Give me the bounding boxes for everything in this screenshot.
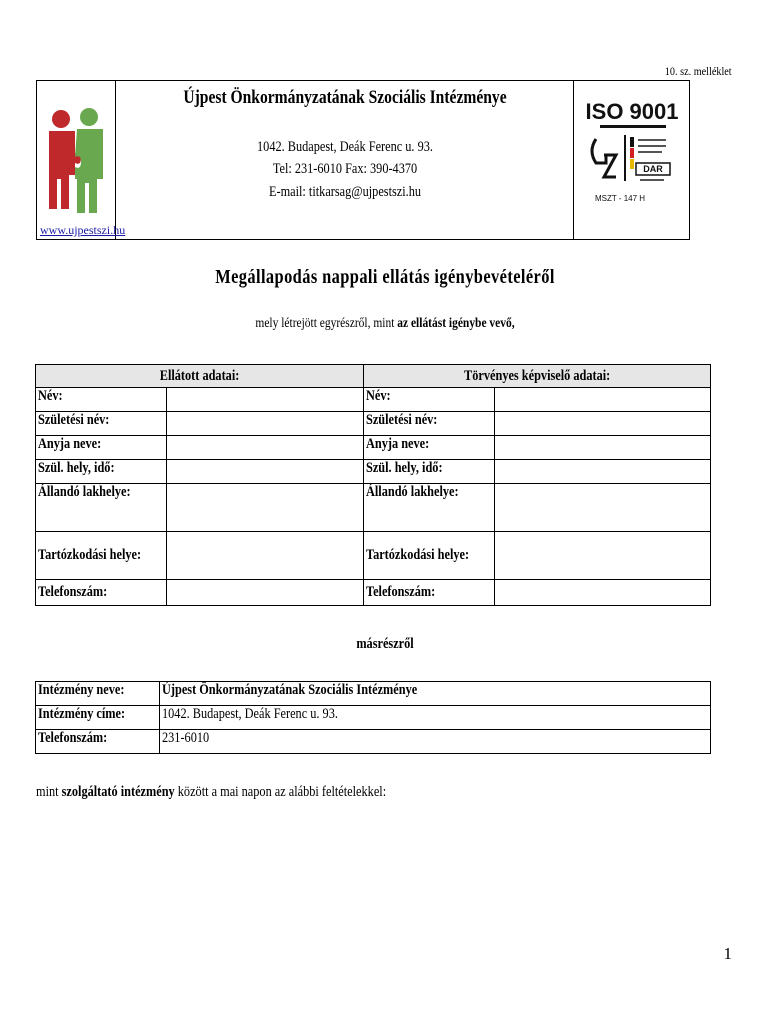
recipient-data-header: Ellátott adatai: — [36, 365, 364, 388]
row-label: Anyja neve: — [363, 436, 494, 460]
row-label: Telefonszám: — [36, 580, 167, 606]
document-title: Megállapodás nappali ellátás igénybevételéről — [215, 266, 555, 288]
row-label: Intézmény címe: — [36, 706, 160, 730]
annex-label: 10. sz. melléklet — [665, 64, 732, 78]
table-row — [36, 730, 711, 754]
row-label: Születési név: — [363, 412, 494, 436]
row-label: Telefonszám: — [363, 580, 494, 606]
recipient-name-field[interactable] — [166, 388, 363, 412]
org-phone-fax: Tel: 231-6010 Fax: 390-4370 — [272, 161, 418, 177]
guardian-birth-name-field[interactable] — [494, 412, 710, 436]
person-table-header-row — [36, 365, 711, 388]
page-number: 1 — [723, 944, 732, 963]
recipient-mother-name-field[interactable] — [166, 436, 363, 460]
guardian-name-field[interactable] — [494, 388, 710, 412]
table-row — [36, 682, 711, 706]
guardian-residence-field[interactable] — [494, 532, 710, 580]
guardian-phone-field[interactable] — [494, 580, 710, 606]
logo-cell — [37, 81, 126, 239]
row-label: Szül. hely, idő: — [36, 460, 167, 484]
table-row — [36, 412, 711, 436]
table-row — [36, 436, 711, 460]
intro-bold: az ellátást igénybe vevő, — [397, 316, 515, 331]
closing-prefix: mint — [36, 784, 62, 800]
recipient-birth-name-field[interactable] — [166, 412, 363, 436]
row-label: Szül. hely, idő: — [363, 460, 494, 484]
table-row — [36, 706, 711, 730]
institution-address-value: 1042. Budapest, Deák Ferenc u. 93. — [159, 706, 710, 730]
row-label: Anyja neve: — [36, 436, 167, 460]
closing-line — [36, 784, 386, 801]
letterhead — [36, 80, 690, 240]
row-label: Születési név: — [36, 412, 167, 436]
row-label: Állandó lakhelye: — [36, 484, 167, 532]
intro-prefix: mely létrejött egyrészről, mint — [255, 316, 398, 331]
svg-text:DAR: DAR — [643, 164, 663, 174]
row-label: Név: — [36, 388, 167, 412]
row-label: Állandó lakhelye: — [363, 484, 494, 532]
closing-bold: szolgáltató intézmény — [61, 784, 175, 800]
iso-certification-logo — [586, 95, 678, 213]
guardian-mother-name-field[interactable] — [494, 436, 710, 460]
table-row — [36, 484, 711, 532]
institution-table — [35, 681, 711, 754]
recipient-phone-field[interactable] — [166, 580, 363, 606]
cert-code: MSZT - 147 H — [594, 194, 646, 203]
institution-name-value: Újpest Önkormányzatának Szociális Intézménye — [159, 682, 710, 706]
website-link[interactable]: www.ujpestszi.hu — [40, 223, 126, 237]
guardian-data-header: Törvényes képviselő adatai: — [363, 365, 710, 388]
org-name: Újpest Önkormányzatának Szociális Intézménye — [183, 87, 507, 108]
org-email: E-mail: titkarsag@ujpestszi.hu — [268, 184, 422, 200]
closing-suffix: között a mai napon az alábbi feltételekkel: — [174, 784, 387, 800]
recipient-birth-place-date-field[interactable] — [166, 460, 363, 484]
row-label: Intézmény neve: — [36, 682, 160, 706]
iso-label: ISO 9001 — [586, 99, 678, 124]
intro-line — [69, 316, 700, 332]
recipient-permanent-address-field[interactable] — [166, 484, 363, 532]
other-party-label: másrészről — [356, 636, 414, 652]
row-label: Név: — [363, 388, 494, 412]
institution-phone-value: 231-6010 — [159, 730, 710, 754]
table-row — [36, 388, 711, 412]
table-row — [36, 460, 711, 484]
guardian-permanent-address-field[interactable] — [494, 484, 710, 532]
table-row — [36, 580, 711, 606]
person-data-table — [35, 364, 711, 606]
iso-cell — [573, 81, 689, 239]
row-label: Telefonszám: — [36, 730, 160, 754]
table-row — [36, 532, 711, 580]
org-address: 1042. Budapest, Deák Ferenc u. 93. — [257, 139, 433, 155]
row-label: Tartózkodási helye: — [363, 532, 494, 580]
guardian-birth-place-date-field[interactable] — [494, 460, 710, 484]
org-info — [115, 81, 575, 239]
row-label: Tartózkodási helye: — [36, 532, 167, 580]
puzzle-people-logo — [41, 103, 111, 217]
recipient-residence-field[interactable] — [166, 532, 363, 580]
